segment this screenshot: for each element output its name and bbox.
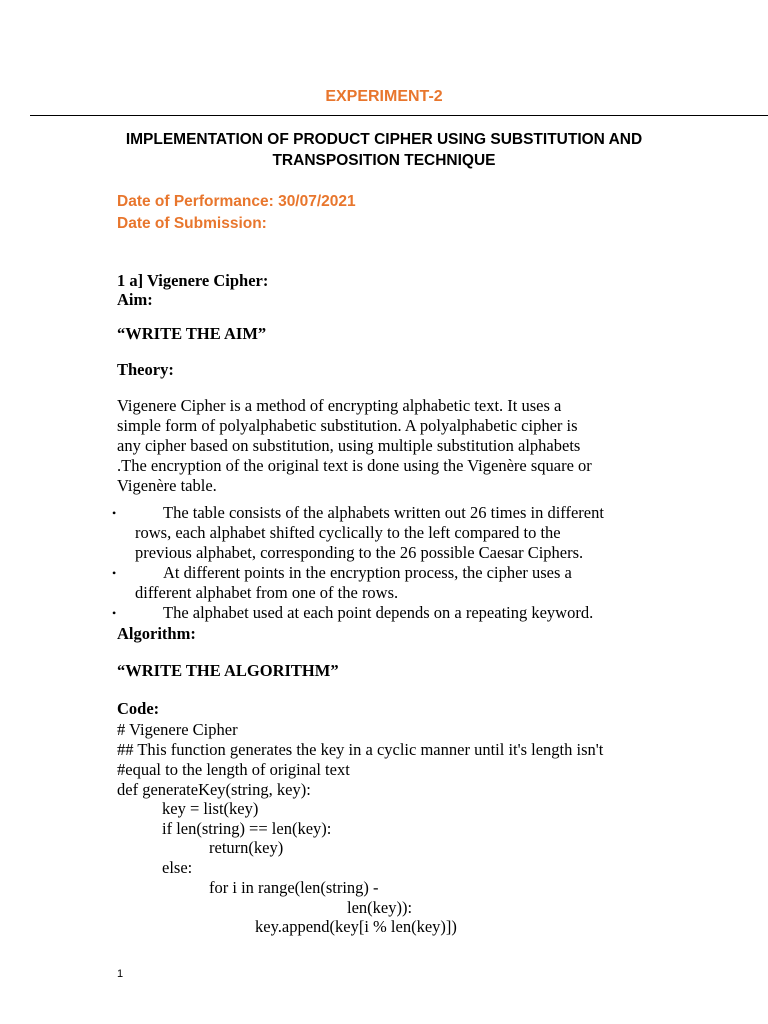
- code-line: else:: [162, 858, 193, 877]
- algorithm-text: “WRITE THE ALGORITHM”: [117, 661, 339, 680]
- bullet-icon: •: [112, 606, 117, 620]
- code-label: Code:: [117, 699, 160, 718]
- theory-line: .The encryption of the original text is done using the Vigenère square or: [117, 456, 592, 475]
- code-line: # Vigenere Cipher: [117, 720, 238, 739]
- code-line: if len(string) == len(key):: [162, 819, 332, 838]
- theory-label: Theory:: [117, 360, 174, 379]
- code-line: return(key): [209, 838, 284, 857]
- bullet-text: The table consists of the alphabets written out 26 times in different: [163, 503, 604, 522]
- code-line: key = list(key): [162, 799, 259, 818]
- experiment-title: EXPERIMENT-2: [325, 88, 443, 105]
- bullet-text: different alphabet from one of the rows.: [135, 583, 399, 602]
- theory-line: simple form of polyalphabetic substitution. A polyalphabetic cipher is: [117, 416, 578, 435]
- date-of-submission: Date of Submission:: [117, 215, 267, 232]
- aim-text: “WRITE THE AIM”: [117, 324, 267, 343]
- theory-line: Vigenère table.: [117, 476, 217, 495]
- header-divider: [30, 115, 768, 116]
- algorithm-label: Algorithm:: [117, 624, 196, 643]
- bullet-text: At different points in the encryption process, the cipher uses a: [163, 563, 572, 582]
- theory-line: Vigenere Cipher is a method of encrypting alphabetic text. It uses a: [117, 396, 562, 415]
- code-line: def generateKey(string, key):: [117, 780, 311, 799]
- bullet-text: The alphabet used at each point depends on a repeating keyword.: [163, 603, 594, 622]
- bullet-text: previous alphabet, corresponding to the 26 possible Caesar Ciphers.: [135, 543, 584, 562]
- theory-line: any cipher based on substitution, using multiple substitution alphabets: [117, 436, 581, 455]
- bullet-text: rows, each alphabet shifted cyclically to the left compared to the: [135, 523, 561, 542]
- bullet-icon: •: [112, 506, 117, 520]
- bullet-icon: •: [112, 566, 117, 580]
- document-title-line-1: IMPLEMENTATION OF PRODUCT CIPHER USING SUBSTITUTION AND: [125, 131, 643, 148]
- document-title-line-2: TRANSPOSITION TECHNIQUE: [272, 152, 496, 169]
- code-line: #equal to the length of original text: [117, 760, 350, 779]
- code-line: for i in range(len(string) -: [209, 878, 379, 897]
- page-number: 1: [117, 968, 124, 980]
- aim-label: Aim:: [117, 290, 153, 309]
- code-line: ## This function generates the key in a cyclic manner until it's length isn't: [117, 740, 604, 759]
- code-line: len(key)):: [347, 898, 413, 917]
- date-of-performance: Date of Performance: 30/07/2021: [117, 193, 356, 210]
- section-heading: 1 a] Vigenere Cipher:: [117, 271, 269, 290]
- code-line: key.append(key[i % len(key)]): [255, 917, 457, 936]
